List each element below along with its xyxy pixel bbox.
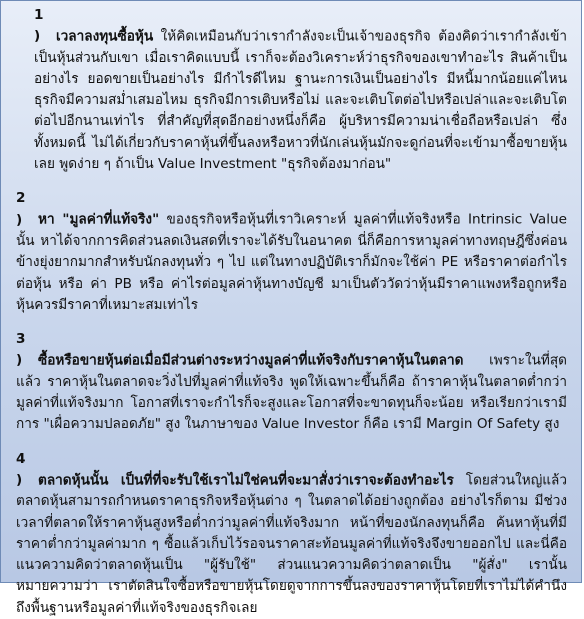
item-heading: ตลาดหุ้นนั้น เป็นที่ที่จะรับใช้เราไม่ใช่คนที่จะมาสั่งว่าเราจะต้องทำอะไร [38,471,454,488]
item-number: 3) [16,331,26,369]
item-body: โดยส่วนใหญ่แล้ว ตลาดหุ้นสามารถกำหนดราคาธุรกิจหรือหุ้นต่าง ๆ ในตลาดได้อย่างถูกต้อง อย่างไรก็ตาม มีช่วงเวลาที่ตลาดให้ราคาหุ้นสูงหรือต่ำกว่ามูลค่าที่แท้จริงมาก หน้าที่ของนักลงทุนก็คือ ค้นหาหุ้นที่มีราคาต่ำกว่ามูลค่ามาก ๆ ซื้อแล้วเก็บไว้รอจนราคาสะท้อนมูลค่าที่แท้จริงจึงขายออกไป และนี่คือแนวความคิดว่าตลาดหุ้นเป็น "ผู้รับใช้" ส่วนแนวความคิดว่าตลาดเป็น "ผู้สั่ง" เรานั้น หมายความว่า เราตัดสินใจซื้อหรือขายหุ้นโดยดูจากการขึ้นลงของราคาหุ้นโดยที่เราไม่ได้คำนึงถึงพื้นฐานหรือมูลค่าที่แท้จริงของธุรกิจเลย [16,471,567,616]
list-item-2 [16,188,567,316]
item-body: เพราะในที่สุดแล้ว ราคาหุ้นในตลาดจะวิ่งไปที่มูลค่าที่แท้จริง พูดให้เฉพาะขึ้นก็คือ ถ้าราคาหุ้นในตลาดต่ำกว่ามูลค่าที่แท้จริงมาก โอกาสที่เราจะกำไรก็จะสูงและโอกาสที่จะขาดทุนก็จะน้อย หรือเรียกว่าเรามีการ "เผื่อความปลอดภัย" สูง ในภาษาของ Value Investor ก็คือ เรามี Margin Of Safety สูง [16,352,567,433]
list-item-4 [16,449,567,619]
item-heading: เวลาลงทุนซื้อหุ้น [56,28,154,45]
list-item-3 [16,329,567,435]
item-number: 2) [16,190,26,228]
item-heading: หา "มูลค่าที่แท้จริง" [38,211,160,228]
item-number: 1) [34,7,44,45]
item-body: ของธุรกิจหรือหุ้นที่เราวิเคราะห์ มูลค่าที่แท้จริงหรือ Intrinsic Value นั้น หาได้จากการคิดส่วนลดเงินสดที่เราจะได้รับในอนาคต นี่ก็คือการหามูลค่าทางทฤษฎีซึ่งค่อนข้างยุ่งยากมากสำหรับนักลงทุนทั่ว ๆ ไป แต่ในทางปฏิบัติเราก็มักจะใช้ค่า PE หรือราคาต่อกำไรต่อหุ้น หรือ ค่า PB หรือ ค่าไรต่อมูลค่าหุ้นทางบัญชี มาเป็นตัววัดว่าหุ้นมีราคาแพงหรือถูกหรือหุ้นควรมีราคาที่เหมาะสมเท่าไร [16,211,567,313]
list-item-1 [16,5,567,175]
item-body: ให้คิดเหมือนกับว่าเรากำลังจะเป็นเจ้าของธุรกิจ ต้องคิดว่าเรากำลังเข้าเป็นหุ้นส่วนกับเขา เมื่อเราคิดแบบนี้ เราก็จะต้องวิเคราะห์ว่าธุรกิจของเขาทำอะไร สินค้าเป็นอย่างไร ยอดขายเป็นอย่างไร มีกำไรดีไหม ฐานะการเงินเป็นอย่างไร มีหนี้มากน้อยแค่ไหน ธุรกิจมีความสม่ำเสมอไหม ธุรกิจมีการเติบหรือไม่ และจะเติบโตต่อไปหรือเปล่าและจะเติบโตต่อไปอีกนานเท่าไร ที่สำคัญที่สุดอีกอย่างหนึ่งก็คือ ผู้บริหารมีความน่าเชื่อถือหรือเปล่า ซึ่งทั้งหมดนี้ ไม่ได้เกี่ยวกับราคาหุ้นที่ขึ้นลงหรือหาวที่นักเล่นหุ้นมักจะดูก่อนที่จะเข้ามาซื้อขายหุ้นเลย พูดง่าย ๆ ถ้าเป็น Value Investment "ธุรกิจต้องมาก่อน" [34,28,567,173]
item-heading: ซื้อหรือขายหุ้นต่อเมื่อมีส่วนต่างระหว่างมูลค่าที่แท้จริงกับราคาหุ้นในตลาด [38,352,464,369]
item-number: 4) [16,450,26,488]
